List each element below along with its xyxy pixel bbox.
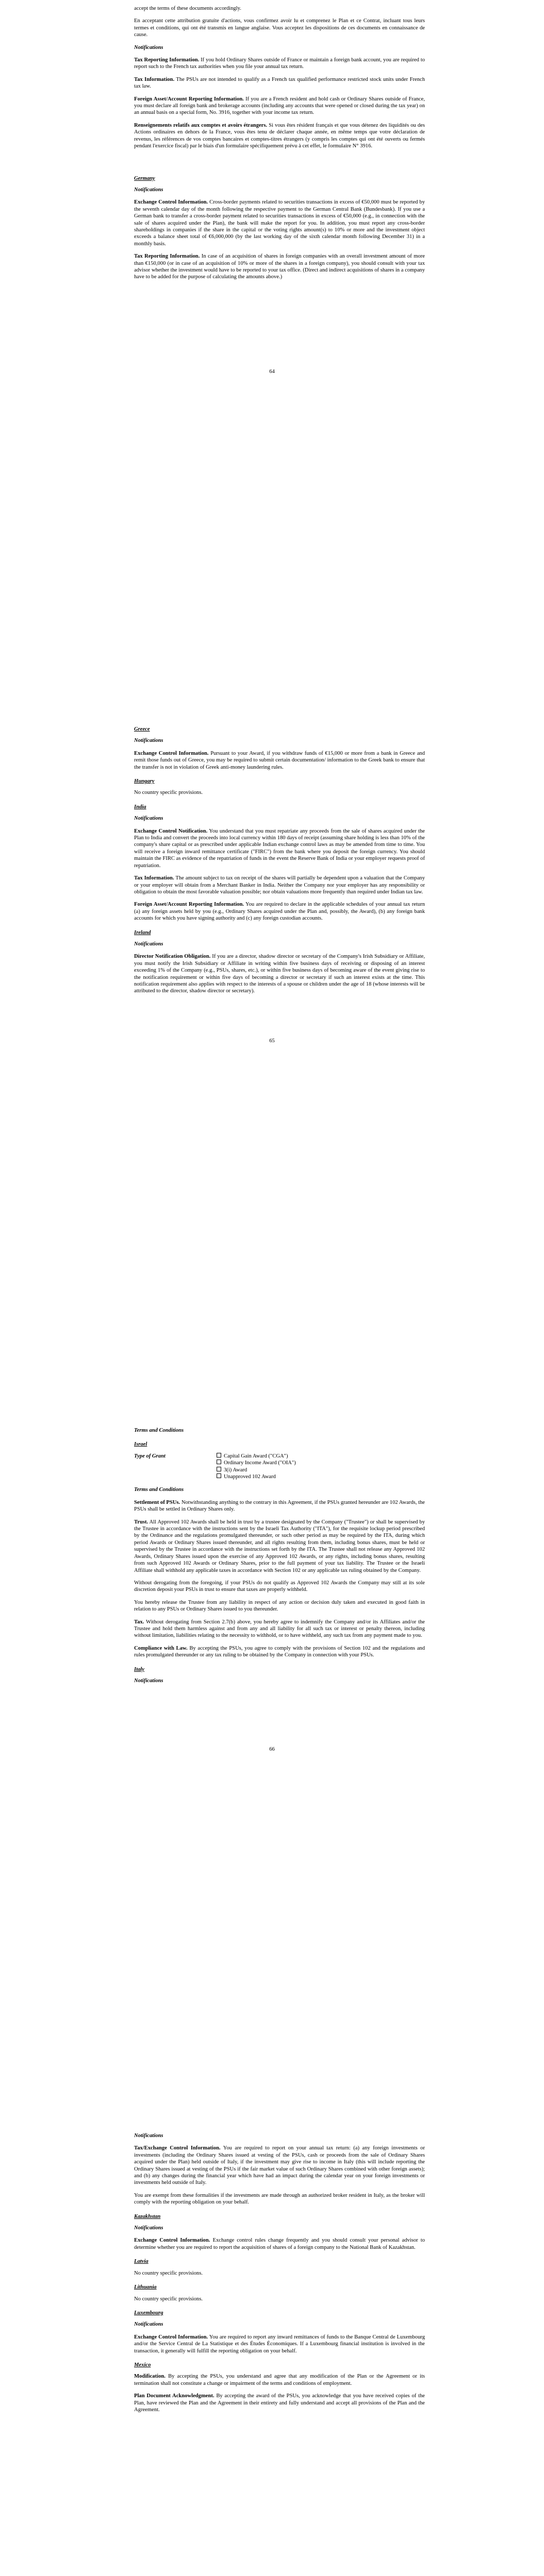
- provision-paragraph: [134, 2373, 425, 2387]
- provision-text: Pursuant to your Award, if you withdraw funds of €15,000 or more from a bank in Greece and remit those funds out of Greece, you may be required to submit certain documentation/ information to the Greek bank to ensure that the transfer is not in violation of Greek anti-money laundering rules.: [134, 750, 425, 770]
- country-heading: Israel: [134, 1442, 147, 1448]
- provision-text: You understand that you must repatriate any proceeds from the sale of shares acquired under the Plan to India and convert the proceeds into local currency within 180 days of receipt (assuming share holding is less than 10% of the company's share capital or as prescribed under applicable Indian exchange control laws as may be amended from time to time. You will receive a foreign inward remittance certificate ("FIRC") from the bank where you deposit the foreign currency. You should maintain the FIRC as evidence of the repatriation of funds in the event the Reserve Bank of India or your employer requests proof of repatriation.: [134, 828, 425, 869]
- provision-paragraph: [134, 122, 425, 150]
- provision-paragraph: [134, 2393, 425, 2413]
- provision-title: Foreign Asset/Account Reporting Information.: [134, 96, 244, 102]
- provision-title: Trust.: [134, 1519, 149, 1525]
- section-subheading: Notifications: [134, 2133, 163, 2139]
- grant-option: Capital Gain Award ("CGA"): [217, 1453, 296, 1460]
- document-page-67: [0, 2110, 544, 2576]
- body-paragraph: No country specific provisions.: [134, 2270, 203, 2276]
- provision-text: Notwithstanding anything to the contrary in this Agreement, if the PSUs granted hereunder are 102 Awards, the PSUs shall be settled in Ordinary Shares only.: [134, 1499, 425, 1513]
- page-number: 64: [269, 369, 275, 375]
- country-heading: Luxembourg: [134, 2310, 163, 2316]
- document-page-64: [0, 0, 544, 703]
- provision-title: Tax Reporting Information.: [134, 253, 200, 260]
- provision-title: Director Notification Obligation.: [134, 954, 211, 960]
- provision-title: Compliance with Law.: [134, 1645, 188, 1651]
- grant-option: Unapproved 102 Award: [217, 1473, 296, 1480]
- country-heading: Kazakhstan: [134, 2213, 161, 2219]
- section-subheading: Notifications: [134, 738, 163, 744]
- country-heading: Germany: [134, 175, 155, 181]
- country-heading: Latvia: [134, 2259, 149, 2265]
- provision-text: By accepting the PSUs, you agree to comply with the provisions of Section 102 and the regulations and rules promulgated thereunder or any tax ruling to be obtained by the Company in connection with your PSUs.: [134, 1645, 425, 1658]
- section-subheading: Notifications: [134, 1677, 163, 1684]
- document-page-65: [0, 703, 544, 1406]
- page-content: [134, 2132, 425, 2419]
- provision-paragraph: [134, 57, 425, 71]
- provision-text: Exchange control rules change frequently and you should consult your personal advisor to determine whether you are required to report the acquisition of shares of a foreign company to the National Bank of Kazakhstan.: [134, 2238, 425, 2250]
- provision-title: Renseignements relatifs aux comptes et avoirs étrangers.: [134, 122, 268, 128]
- provision-text: You are required to report on your annual tax return: (a) any foreign investments or investments (including the Ordinary Shares issued at vesting of the PSUs, cash or proceeds from the sale of Ordinary Shares acquired under the Plan) held outside of Italy, if the investment may give rise to income in Italy (this will include reporting the Ordinary Shares issued at vesting of the PSUs if the fair market value of such Ordinary Shares combined with other foreign assets); and (b) any changes during the financial year which have had an impact during the calendar year on your foreign investments or investments held outside of Italy.: [134, 2145, 425, 2186]
- provision-paragraph: [134, 76, 425, 90]
- provision-paragraph: [134, 953, 425, 994]
- grant-type-row: [134, 1453, 425, 1481]
- country-heading: Ireland: [134, 929, 151, 936]
- provision-text: Without derogating from Section 2.7(b) above, you hereby agree to indemnify the Company and/or its Affiliates and/or the Trustee and hold them harmless against and from any and all liability for all such tax or interest or penalty thereon, including without limitation, liabilities relating to the necessity to withhold, or to have withheld, any such tax from any payment made to you.: [134, 1619, 425, 1639]
- country-heading: Mexico: [134, 2362, 151, 2368]
- checkbox-icon: [217, 1453, 221, 1458]
- body-paragraph: No country specific provisions.: [134, 790, 203, 796]
- provision-text: You are required to declare in the applicable schedules of your annual tax return (a) any foreign assets held by you (e.g., Ordinary Shares acquired under the Plan and, possibly, the Award), (b) any foreign bank accounts for which you have signing authority and (c) any foreign custodian accounts.: [134, 902, 425, 922]
- page-number: 66: [269, 1747, 275, 1752]
- provision-paragraph: [134, 750, 425, 771]
- provision-title: Foreign Asset/Account Reporting Information.: [134, 902, 244, 908]
- section-subheading: Notifications: [134, 941, 163, 947]
- section-heading: Terms and Conditions: [134, 1428, 184, 1433]
- provision-title: Settlement of PSUs.: [134, 1499, 180, 1505]
- body-paragraph: No country specific provisions.: [134, 2296, 203, 2302]
- provision-text: Cross-border payments related to securities transactions in excess of €50,000 must be reported by the seventh calendar day of the month following the respective payment to the German Central Bank (Bundesbank). If you use a German bank to transfer a cross-border payment related to securities transactions in excess of €50,000 (e.g., in connection with the sale of shares acquired under the Plan), the bank will make the report for you. In addition, you must report any cross-border shareholdings in companies if the share in the capital or the voting rights amount(s) to 10% or more and the investment object exceeds a balance sheet total of €6,000,000 (by the last working day of the sixth calendar month following December 31) in a monthly basis.: [134, 199, 425, 247]
- provision-paragraph: [134, 253, 425, 281]
- body-paragraph: En acceptant cette attribution gratuite d'actions, vous confirmez avoir lu et comprenez le Plan et ce Contrat, incluant tous leurs termes et conditions, qui ont été transmis en langue anglaise. Vous acceptez les dispositions de ces documents en connaissance de cause.: [134, 18, 425, 38]
- country-heading: Lithuania: [134, 2284, 157, 2291]
- provision-paragraph: [134, 1499, 425, 1513]
- provision-title: Exchange Control Information.: [134, 199, 208, 206]
- provision-title: Tax.: [134, 1619, 144, 1625]
- provision-paragraph: [134, 1645, 425, 1659]
- provision-title: Modification.: [134, 2374, 166, 2380]
- section-subheading: Notifications: [134, 2225, 163, 2231]
- page-content: [134, 1427, 425, 1690]
- grant-type-label: Type of Grant: [134, 1453, 166, 1459]
- page-content: [134, 5, 425, 286]
- provision-text: If you are a director, shadow director or secretary of the Company's Irish Subsidiary or Affiliate, you must notify the Irish Subsidiary or Affiliate in writing within five business days of receiving or disposing of an interest exceeding 1% of the Company (e.g., PSUs, shares, etc.), or within five business days of becoming aware of the event giving rise to the notification requirement or within five days of becoming a director or secretary if such an interest exists at the time. This notification requirement also applies with respect to the interests of a spouse or children under the age of 18 (whose interests will be attributed to the director, shadow director or secretary).: [134, 954, 425, 994]
- provision-title: Exchange Control Information.: [134, 750, 209, 756]
- section-subheading: Notifications: [134, 44, 163, 50]
- section-subheading: Notifications: [134, 187, 163, 193]
- body-paragraph: You hereby release the Trustee from any liability in respect of any action or decision duly taken and executed in good faith in relation to any PSUs or Ordinary Shares issued to you thereunder.: [134, 1599, 425, 1613]
- provision-text: In case of an acquisition of shares in foreign companies with an overall investment amount of more than €150,000 (or in case of an acquisition of 10% or more of the shares in a foreign company), you should consult with your tax advisor whether the investment would have to be reported to your tax office. (Direct and indirect acquisitions of shares in a company have to be added for the purpose of calculating the amounts above.): [134, 253, 425, 280]
- section-subheading: Notifications: [134, 2321, 163, 2328]
- provision-paragraph: [134, 2145, 425, 2186]
- country-heading: Greece: [134, 726, 150, 732]
- body-paragraph: accept the terms of these documents accordingly.: [134, 6, 241, 11]
- provision-text: By accepting the PSUs, you understand and agree that any modification of the Plan or the Agreement or its termination shall not constitute a change or impairment of the terms and conditions of employment.: [134, 2374, 425, 2386]
- provision-title: Tax Information.: [134, 875, 174, 882]
- provision-paragraph: [134, 2237, 425, 2251]
- body-paragraph: Without derogating from the foregoing, if your PSUs do not qualify as Approved 102 Awards the Company may still at its sole discretion deposit your PSUs in trust to ensure that taxes are properly withheld.: [134, 1580, 425, 1593]
- provision-title: Exchange Control Information.: [134, 2334, 208, 2340]
- provision-paragraph: [134, 1619, 425, 1639]
- document-page-66: [0, 1406, 544, 2110]
- provision-text: All Approved 102 Awards shall be held in trust by a trustee designated by the Company ("Trustee") or shall be supervised by the Trustee in accordance with the instructions sent by the Israeli Tax Authority ("ITA"), for the requisite lockup period prescribed by the Ordinance and the regulations promulgated thereunder, or such other period as may be required by the ITA, during which period Awards or Ordinary Shares issued thereunder, and all rights resulting from them, including bonus shares, must be held or supervised by the Trustee in accordance with the instructions set forth by the ITA. The Trustee shall not release any Approved 102 Awards, Ordinary Shares issued upon the exercise of any Approved 102 Awards, or any rights, including bonus shares, resulting from such Approved 102 Awards or Ordinary Shares, prior to the full payment of your tax liability. The Trustee or the Israeli Affiliate shall withhold any applicable taxes in accordance with Section 102 or any applicable tax ruling obtained by the Company.: [134, 1519, 425, 1573]
- section-subheading: Terms and Conditions: [134, 1487, 184, 1493]
- section-subheading: Notifications: [134, 816, 163, 822]
- checkbox-icon: [217, 1467, 221, 1471]
- provision-text: Si vous êtes résident français et que vous détenez des liquidités ou des Actions ordinaires en dehors de la France, vous êtes tenu de déclarer chaque année, en même temps que votre déclaration de revenus, les références de vos comptes bancaires et comptes-titres étrangers (y compris les comptes qui ont été ouverts ou fermés pendant l'exercice fiscal) par le biais d'un formulaire spécifiquement prévu à cet effet, le formulaire N° 3916.: [134, 122, 425, 149]
- country-heading: India: [134, 804, 146, 810]
- provision-paragraph: [134, 828, 425, 869]
- grant-type-options: [217, 1453, 296, 1481]
- provision-title: Exchange Control Notification.: [134, 828, 208, 834]
- provision-paragraph: [134, 199, 425, 247]
- provision-text: The PSUs are not intended to qualify as a French tax qualified performance restricted stock units under French tax law.: [134, 76, 425, 90]
- provision-title: Plan Document Acknowledgment.: [134, 2393, 215, 2399]
- provision-text: You are required to report any inward remittances of funds to the Banque Central de Luxembourg and/or the Service Central de La Statistique et des Études Économiques. If a Luxembourg financial institution is involved in the transaction, it generally will fulfill the reporting obligation on your behalf.: [134, 2334, 425, 2354]
- provision-text: The amount subject to tax on receipt of the shares will partially be dependent upon a valuation that the Company or your employer will obtain from a Merchant Banker in India. Neither the Company nor your employer has any responsibility or obligation to obtain the most favorable valuation possible; nor obtain valuations more frequently than required under Indian tax law.: [134, 875, 425, 895]
- grant-option: 3(i) Award: [217, 1467, 296, 1473]
- provision-title: Exchange Control Information.: [134, 2238, 210, 2244]
- provision-text: If you hold Ordinary Shares outside of France or maintain a foreign bank account, you are required to report such to the French tax authorities when you file your annual tax return.: [134, 57, 425, 70]
- page-content: [134, 719, 425, 1001]
- provision-text: By accepting the award of the PSUs, you acknowledge that you have received copies of the Plan, have reviewed the Plan and the Agreement in their entirety and fully understand and accept all provisions of the Plan and the Agreement.: [134, 2393, 425, 2413]
- provision-title: Tax/Exchange Control Information.: [134, 2145, 221, 2151]
- provision-title: Tax Information.: [134, 76, 175, 82]
- grant-option: Ordinary Income Award ("OIA"): [217, 1460, 296, 1466]
- country-heading: Italy: [134, 1666, 145, 1672]
- provision-paragraph: [134, 96, 425, 116]
- checkbox-icon: [217, 1460, 221, 1464]
- provision-paragraph: [134, 901, 425, 922]
- provision-title: Tax Reporting Information.: [134, 57, 200, 63]
- provision-paragraph: [134, 2334, 425, 2354]
- page-number: 65: [269, 1038, 275, 1044]
- body-paragraph: You are exempt from these formalities if the investments are made through an authorized broker resident in Italy, as the broker will comply with the reporting obligation on your behalf.: [134, 2192, 425, 2206]
- provision-paragraph: [134, 1519, 425, 1574]
- country-heading: Hungary: [134, 778, 155, 785]
- provision-text: If you are a French resident and hold cash or Ordinary Shares outside of France, you must declare all foreign bank and brokerage accounts (including any accounts that were opened or closed during the tax year) on an annual basis on a special form, No. 3916, together with your income tax return.: [134, 96, 425, 116]
- provision-paragraph: [134, 875, 425, 895]
- checkbox-icon: [217, 1473, 221, 1478]
